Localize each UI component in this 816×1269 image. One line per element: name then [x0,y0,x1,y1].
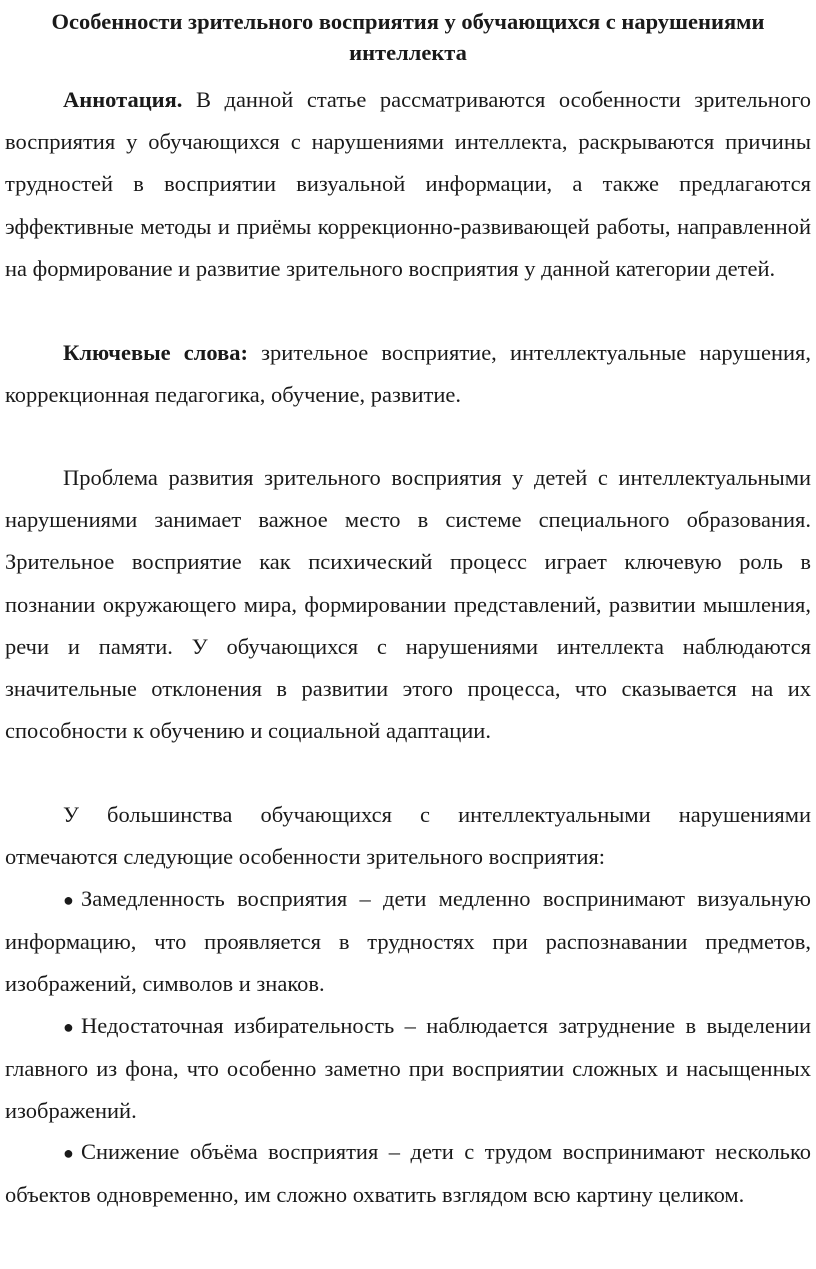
document-title: Особенности зрительного восприятия у обучающихся с нарушениями интеллекта [51,9,765,65]
keywords-text: зрительное восприятие, интеллектуальные нарушения, коррекционная педагогика, обучение, развитие. [5,340,811,408]
annotation-label: Аннотация. [63,87,183,112]
keywords-paragraph [5,332,811,416]
bullet-icon: ● [63,1143,74,1163]
body-paragraph-1: Проблема развития зрительного восприятия у детей с интеллектуальными нарушениями занимает важное место в системе специального образования. Зрительное восприятие как психический процесс играет ключевую роль в познании окружающего мира, формировании представлений, развитии мышления, речи и памяти. У обучающихся с нарушениями интеллекта наблюдаются значительные отклонения в развитии этого процесса, что сказывается на их способности к обучению и социальной адаптации. [5,465,811,744]
annotation-paragraph [5,79,811,290]
bullet-item-1 [5,878,811,1006]
body-paragraph-2: У большинства обучающихся с интеллектуальными нарушениями отмечаются следующие особенности зрительного восприятия: [5,802,811,870]
keywords-label: Ключевые слова: [63,340,249,365]
annotation-text: В данной статье рассматриваются особенности зрительного восприятия у обучающихся с нарушениями интеллекта, раскрываются причины трудностей в восприятии визуальной информации, а также предлагаются эффективные методы и приёмы коррекционно-развивающей работы, направленной на формирование и развитие зрительного восприятия у данной категории детей. [5,87,811,281]
bullet-text: Недостаточная избирательность – наблюдается затруднение в выделении главного из фона, что особенно заметно при восприятии сложных и насыщенных изображений. [5,1013,811,1124]
bullet-item-3 [5,1131,811,1216]
bullet-item-2 [5,1005,811,1133]
bullet-icon: ● [63,1017,74,1037]
bullet-text: Снижение объёма восприятия – дети с трудом воспринимают несколько объектов одновременно, им сложно охватить взглядом всю картину целиком. [5,1139,811,1208]
bullet-text: Замедленность восприятия – дети медленно воспринимают визуальную информацию, что проявляется в трудностях при распознавании предметов, изображений, символов и знаков. [5,886,811,997]
bullet-icon: ● [63,890,74,910]
